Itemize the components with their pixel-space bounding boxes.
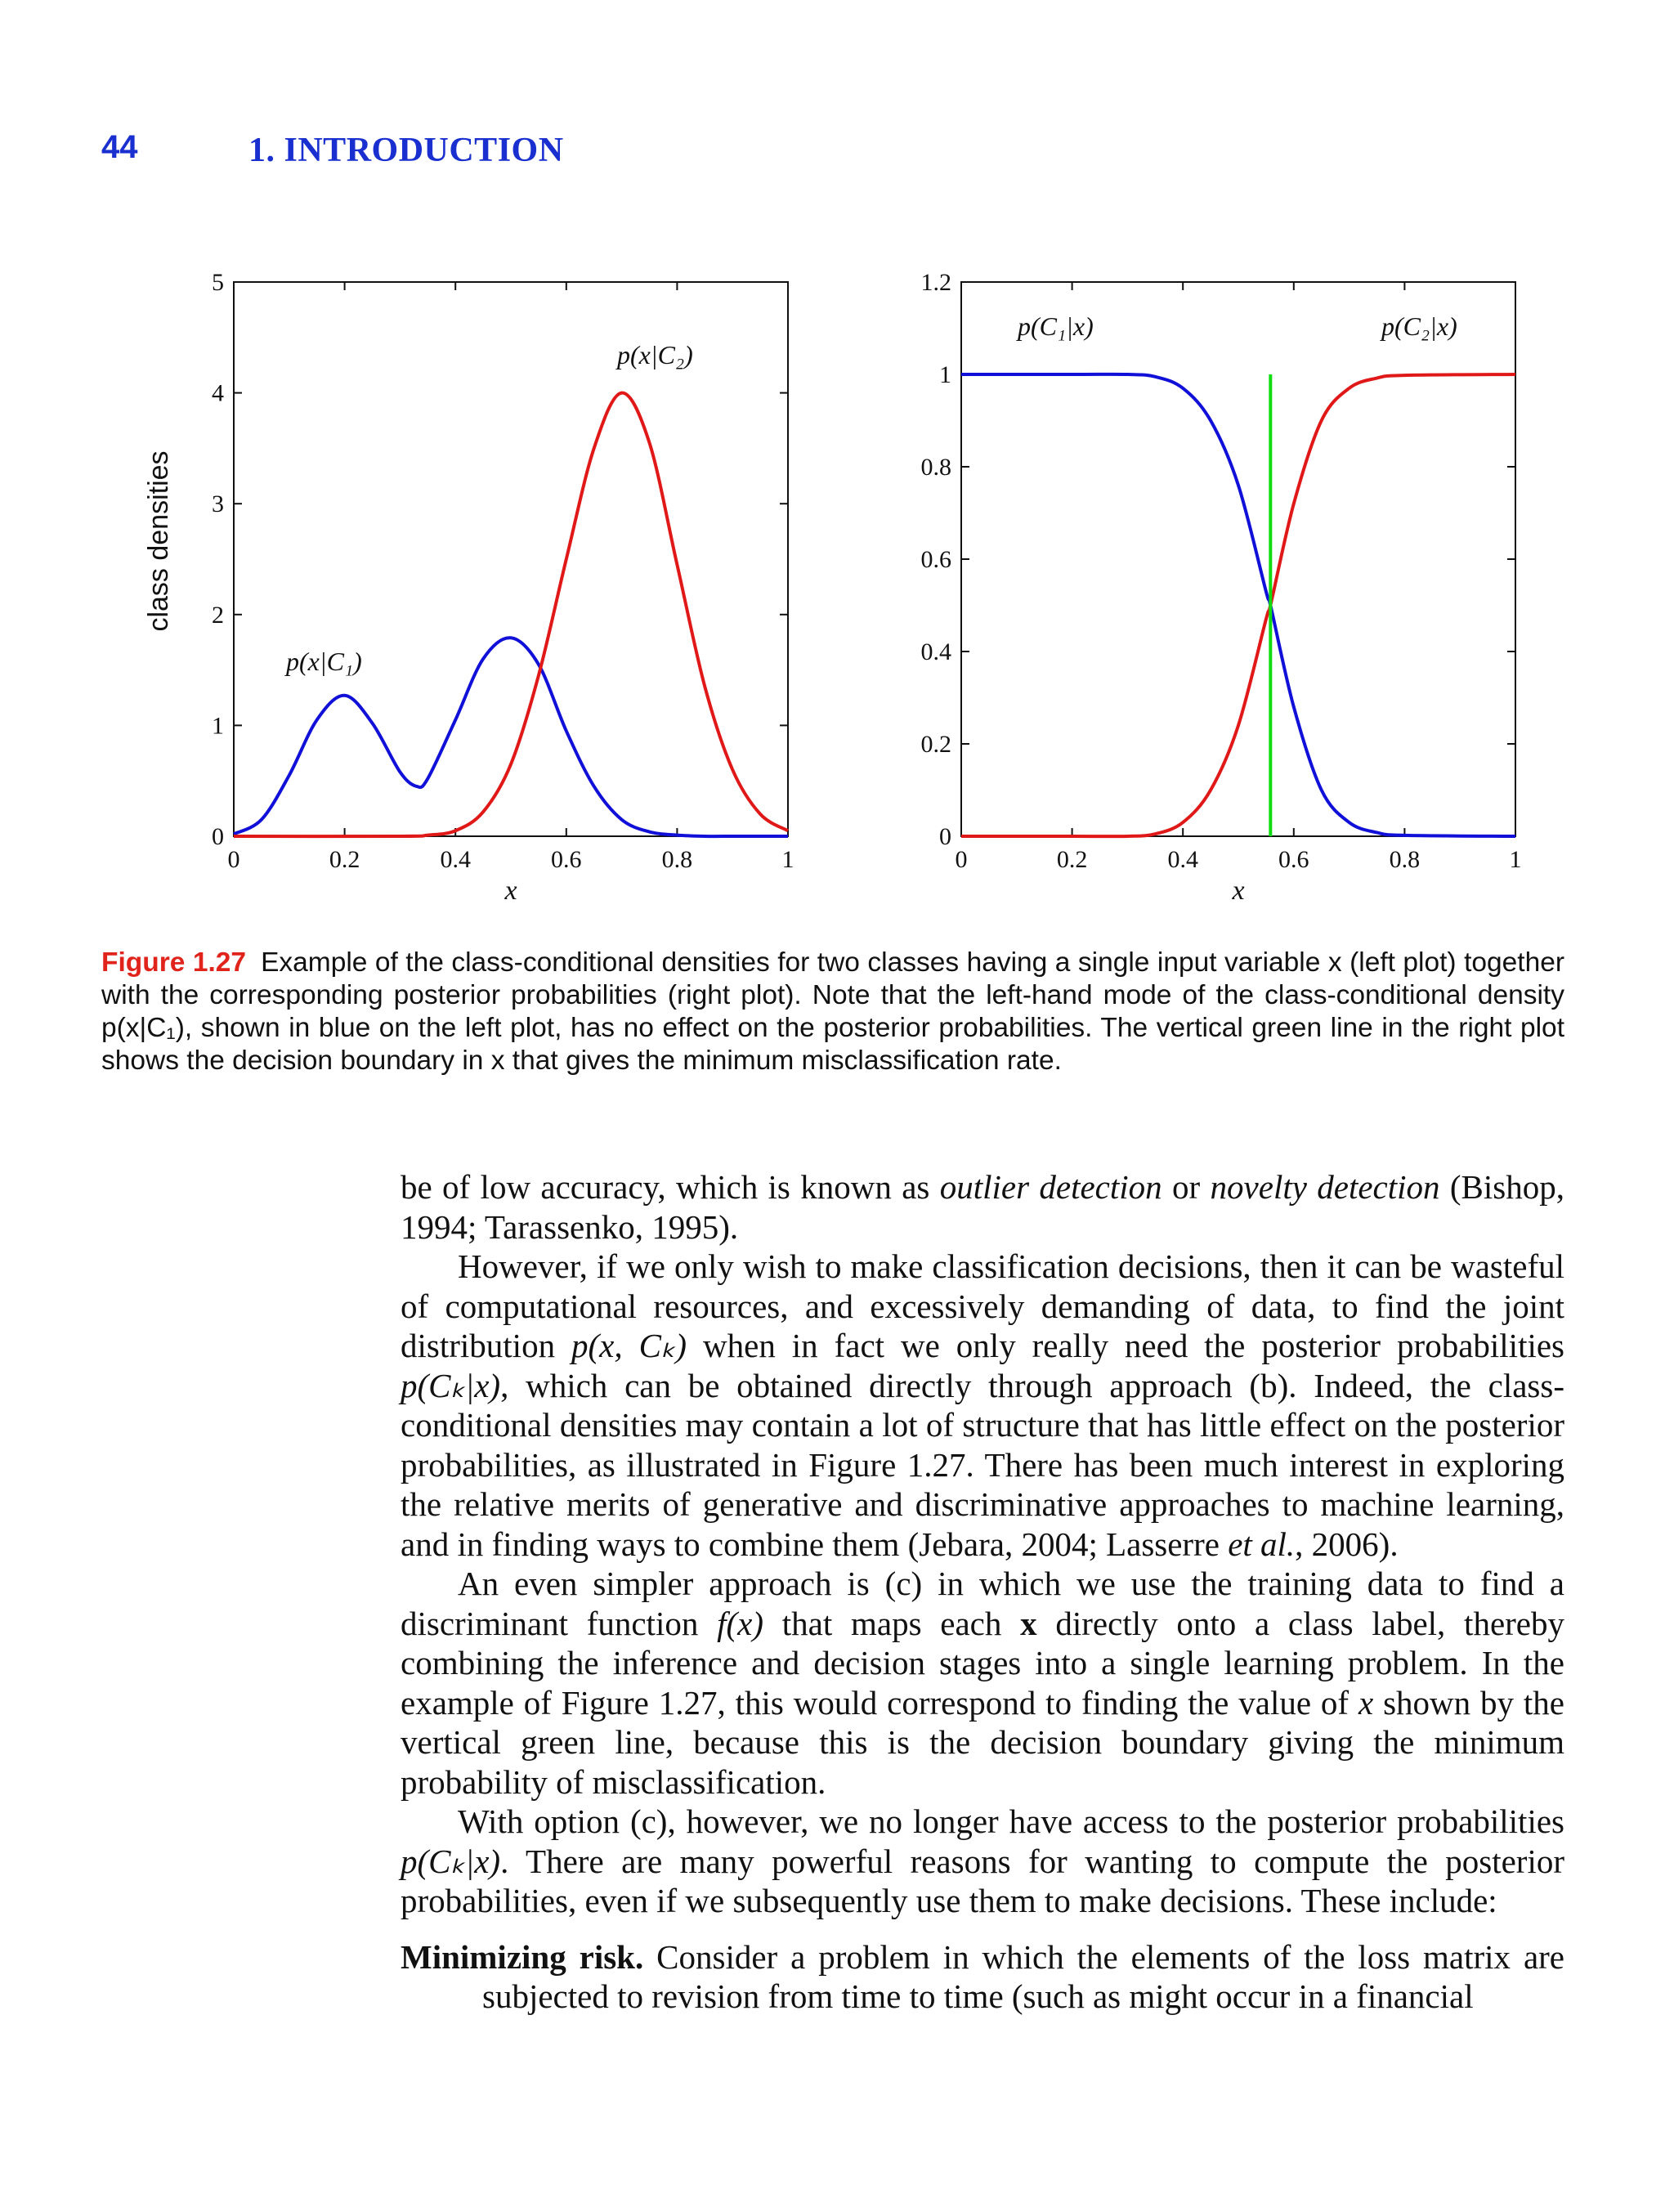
figure-1-27 <box>0 245 1674 916</box>
right-xtick-label: 0.2 <box>1056 846 1088 873</box>
paragraph-3: An even simpler approach is (c) in which we use the training data to find a discriminant function f(x) that maps each x directly onto a class label, thereby combining the inference and decision stages into a single learning problem. In the example of Figure 1.27, this would correspond to finding the value of x shown by the vertical green line, because this is the decision boundary giving the minimum probability of misclassification. <box>401 1565 1565 1801</box>
right-ytick-label: 0.8 <box>920 454 951 481</box>
left-xtick-label: 0.8 <box>661 846 693 873</box>
body-text <box>401 1167 1564 2017</box>
left-ytick-label: 4 <box>212 379 224 407</box>
left-ytick-label: 3 <box>212 490 224 518</box>
right-xtick-label: 0 <box>955 846 968 873</box>
left-plot <box>143 269 794 906</box>
paragraph-1: be of low accuracy, which is known as outlier detection or novelty detection (Bishop, 1994; Tarassenko, 1995). <box>401 1168 1564 1246</box>
right-xtick-label: 0.4 <box>1167 846 1198 873</box>
left-xtick-label: 0.6 <box>551 846 582 873</box>
left-xtick-label: 0.4 <box>440 846 471 873</box>
right-label-c2: p(C₂|x) <box>1381 311 1457 341</box>
left-ytick-label: 0 <box>212 823 224 850</box>
right-series <box>961 374 1515 836</box>
left-xlabel: x <box>504 875 517 906</box>
right-ytick-label: 0.4 <box>920 638 951 665</box>
right-ytick-label: 1 <box>939 361 951 388</box>
left-ylabel: class densities <box>143 450 174 632</box>
right-series-1-line <box>961 374 1515 836</box>
right-xtick-label: 0.8 <box>1389 846 1421 873</box>
right-plot <box>921 269 1522 906</box>
left-ytick-label: 1 <box>212 712 224 740</box>
paragraph-4: With option (c), however, we no longer have access to the posterior probabilities p(Cₖ|x). There are many powerful reasons for wanting to compute the posterior probabilities, even if we subsequently use them to make decisions. These include: <box>401 1802 1564 1919</box>
left-series <box>234 393 788 837</box>
right-ytick-label: 0 <box>939 823 951 850</box>
left-label-c2: p(x|C₂) <box>617 340 693 369</box>
paragraph-2: However, if we only wish to make classification decisions, then it can be wasteful of computational resources, and excessively demanding of data, to find the joint distribution p(x, Cₖ) when in fact we only really need the posterior probabilities p(Cₖ|x), which can be obtained directly through approach (b). Indeed, the class-conditional densities may contain a lot of structure that has little effect on the posterior probabilities, as illustrated in Figure 1.27. There has been much interest in exploring the relative merits of generative and discriminative approaches to machine learning, and in finding ways to combine them (Jebara, 2004; Lasserre et al., 2006). <box>401 1247 1564 1563</box>
left-ytick-label: 2 <box>212 601 224 629</box>
left-series-2-line <box>234 393 788 837</box>
right-ytick-label: 0.2 <box>920 731 951 758</box>
left-plot-frame <box>234 282 788 836</box>
left-xtick-label: 0 <box>227 846 240 873</box>
right-series-2-line <box>961 374 1515 836</box>
right-xlabel: x <box>1232 875 1245 906</box>
right-ytick-label: 1.2 <box>920 269 951 296</box>
page-number: 44 <box>101 129 138 165</box>
caption-text: Example of the class-conditional densities for two classes having a single input variable x (left plot) together with the corresponding posterior probabilities (right plot). Note that the left-hand mode of the class-conditional density p(x|C₁), shown in blue on the left plot, has no effect on the posterior probabilities. The vertical green line in the right plot shows the decision boundary in x that gives the minimum misclassification rate. <box>101 947 1564 1076</box>
right-plot-frame <box>961 282 1515 836</box>
caption-label: Figure 1.27 <box>101 947 247 978</box>
paragraph-minimizing-risk: Minimizing risk. Consider a problem in which the elements of the loss matrix are subjected to revision from time to time (such as might occur in a financial <box>401 1937 1564 2015</box>
figure-caption <box>101 947 1564 1077</box>
left-ytick-label: 5 <box>212 269 224 296</box>
left-label-c1: p(x|C₁) <box>286 647 362 676</box>
left-xtick-label: 1 <box>781 846 794 873</box>
left-xtick-label: 0.2 <box>329 846 360 873</box>
right-xtick-label: 0.6 <box>1278 846 1309 873</box>
right-xtick-label: 1 <box>1509 846 1522 873</box>
right-label-c1: p(C₁|x) <box>1018 311 1094 341</box>
right-ticks <box>921 269 1522 873</box>
right-ytick-label: 0.6 <box>920 546 951 573</box>
running-head: 1. INTRODUCTION <box>248 132 564 169</box>
